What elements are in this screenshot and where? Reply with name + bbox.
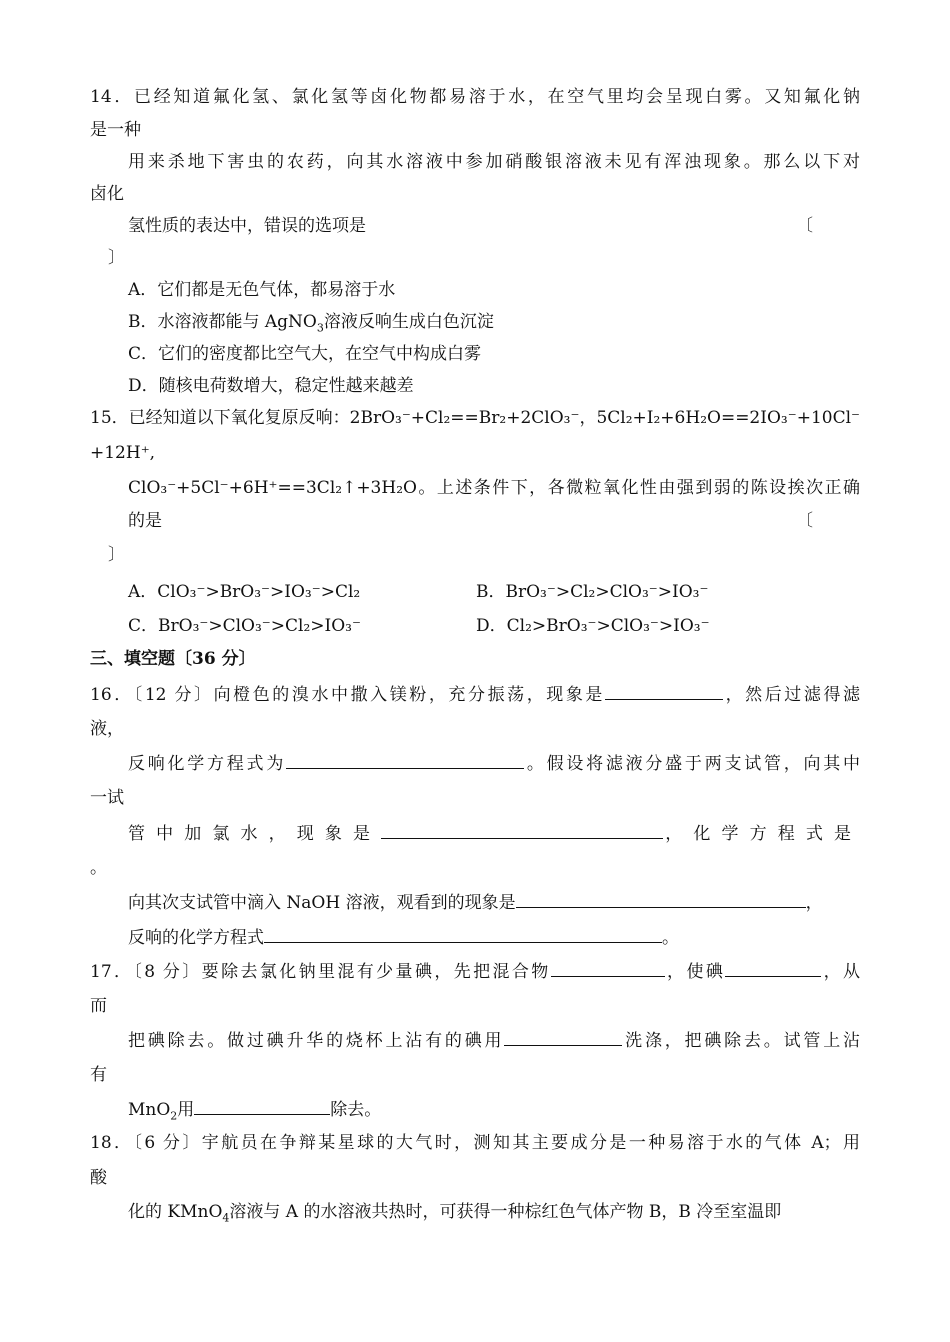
q18-line-3-pre: 化的 KMnO [128,1202,223,1222]
q14-line-2: 是一种 [90,120,141,140]
q16-line-7-post: ， [805,893,823,913]
q16-line-3-post: 。假设将滤液分盛于两支试管，向其中 [524,754,861,774]
q16-line-3-pre: 反响化学方程式为 [128,754,287,774]
q16-line-8 [128,925,860,950]
q16-blank-4 [516,890,806,908]
q14-option-d: D．随核电荷数增大，稳定性越来越差 [128,376,414,396]
q17-blank-3 [504,1028,622,1046]
q17-blank-2 [725,959,821,977]
q17-line-4: 有 [90,1065,107,1085]
q18-line-3 [128,1200,860,1224]
q15-answer-bracket-close: 〕 [108,545,125,565]
q14-line-4: 卤化 [90,184,124,204]
q14-option-c: C．它们的密度都比空气大，在空气中构成白雾 [128,344,482,364]
q15-line-3: ClO₃⁻+5Cl⁻+6H⁺==3Cl₂↑+3H₂O。上述条件下，各微粒氧化性由强到弱的陈设挨次正确 [128,478,860,498]
q14-option-b-pre: B．水溶液都能与 AgNO [128,312,317,332]
q15-option-b: B．BrO₃⁻>Cl₂>ClO₃⁻>IO₃⁻ [476,582,709,602]
q16-blank-1 [605,682,723,700]
q16-blank-3 [381,821,663,839]
q17-line-1-post: ，从 [821,962,861,982]
q18-line-1: 18．〔6 分〕宇航员在争辩某星球的大气时，测知其主要成分是一种易溶于水的气体 A；用 [90,1133,860,1153]
q16-line-1 [90,682,860,707]
q16-line-5-post: ，化学方程式是 [663,824,860,844]
q17-line-1-mid: ，使碘 [664,962,726,982]
q16-line-5-pre: 管中加氯水，现象是 [128,824,382,844]
q18-line-2: 酸 [90,1168,107,1188]
q17-blank-4 [194,1097,330,1115]
q17-line-5-post: 除去。 [330,1100,382,1120]
q14-option-a: A．它们都是无色气体，都易溶于水 [128,280,396,300]
q15-line-1: 15．已经知道以下氧化复原反响：2BrO₃⁻+Cl₂==Br₂+2ClO₃⁻，5Cl₂+I₂+6H₂O==2IO₃⁻+10Cl⁻ [90,408,860,428]
q17-line-3-pre: 把碘除去。做过碘升华的烧杯上沾有的碘用 [128,1031,505,1051]
q14-option-b-post: 溶液反响生成白色沉淀 [323,312,494,332]
q17-line-2: 而 [90,996,107,1016]
q14-answer-bracket-close: 〕 [108,248,125,268]
q16-line-8-pre: 反响的化学方程式 [128,928,264,948]
q18-line-3-sub: 4 [222,1211,230,1225]
q16-line-5 [128,821,860,846]
q16-line-2: 液， [90,719,124,739]
q16-blank-5 [264,925,662,943]
q16-line-3 [128,751,860,776]
q15-options-row-1 [128,580,860,604]
q16-line-6: 。 [90,858,107,878]
q16-line-8-post: 。 [662,928,679,948]
q17-line-5 [128,1097,860,1122]
q17-line-3-post: 洗涤，把碘除去。试管上沾 [622,1031,861,1051]
q17-line-1-pre: 17．〔8 分〕要除去氯化钠里混有少量碘，先把混合物 [90,962,551,982]
q16-blank-2 [286,751,524,769]
q14-line-5: 氢性质的表达中，错误的选项是 [128,216,366,236]
q18-line-3-post: 溶液与 A 的水溶液共热时，可获得一种棕红色气体产物 B，B 冷至室温即 [229,1202,782,1222]
q17-line-3 [128,1028,860,1053]
section-3-title: 三、填空题〔36 分〕 [90,649,256,669]
q15-answer-bracket-open: 〔 [796,511,813,531]
q14-line-1: 14．已经知道氟化氢、氯化氢等卤化物都易溶于水，在空气里均会呈现白雾。又知氟化钠 [90,87,860,107]
q14-option-b-sub: 3 [316,321,324,335]
q16-line-1-pre: 16．〔12 分〕向橙色的溴水中撒入镁粉，充分振荡，现象是 [90,685,606,705]
q15-option-a: A．ClO₃⁻>BrO₃⁻>IO₃⁻>Cl₂ [128,582,361,602]
q17-line-1 [90,959,860,984]
q14-line-3: 用来杀地下害虫的农药，向其水溶液中参加硝酸银溶液未见有浑浊现象。那么以下对 [128,152,860,172]
q16-line-7 [128,890,860,915]
q17-line-5-mid: 用 [177,1100,195,1120]
q15-option-c: C．BrO₃⁻>ClO₃⁻>Cl₂>IO₃⁻ [128,616,361,636]
q17-line-5-pre: MnO [128,1100,171,1120]
q17-line-5-sub: 2 [170,1109,178,1123]
q16-line-7-pre: 向其次支试管中滴入 NaOH 溶液，观看到的现象是 [128,893,516,913]
q15-option-d: D．Cl₂>BrO₃⁻>ClO₃⁻>IO₃⁻ [476,616,710,636]
q15-options-row-2 [128,614,860,638]
q16-line-1-post: ，然后过滤得滤 [723,685,861,705]
q15-line-2: +12H⁺, [90,443,156,463]
q17-blank-1 [551,959,665,977]
q14-answer-bracket-open: 〔 [796,216,813,236]
q16-line-4: 一试 [90,788,124,808]
q15-line-4: 的是 [128,511,162,531]
q14-option-b [128,310,860,334]
